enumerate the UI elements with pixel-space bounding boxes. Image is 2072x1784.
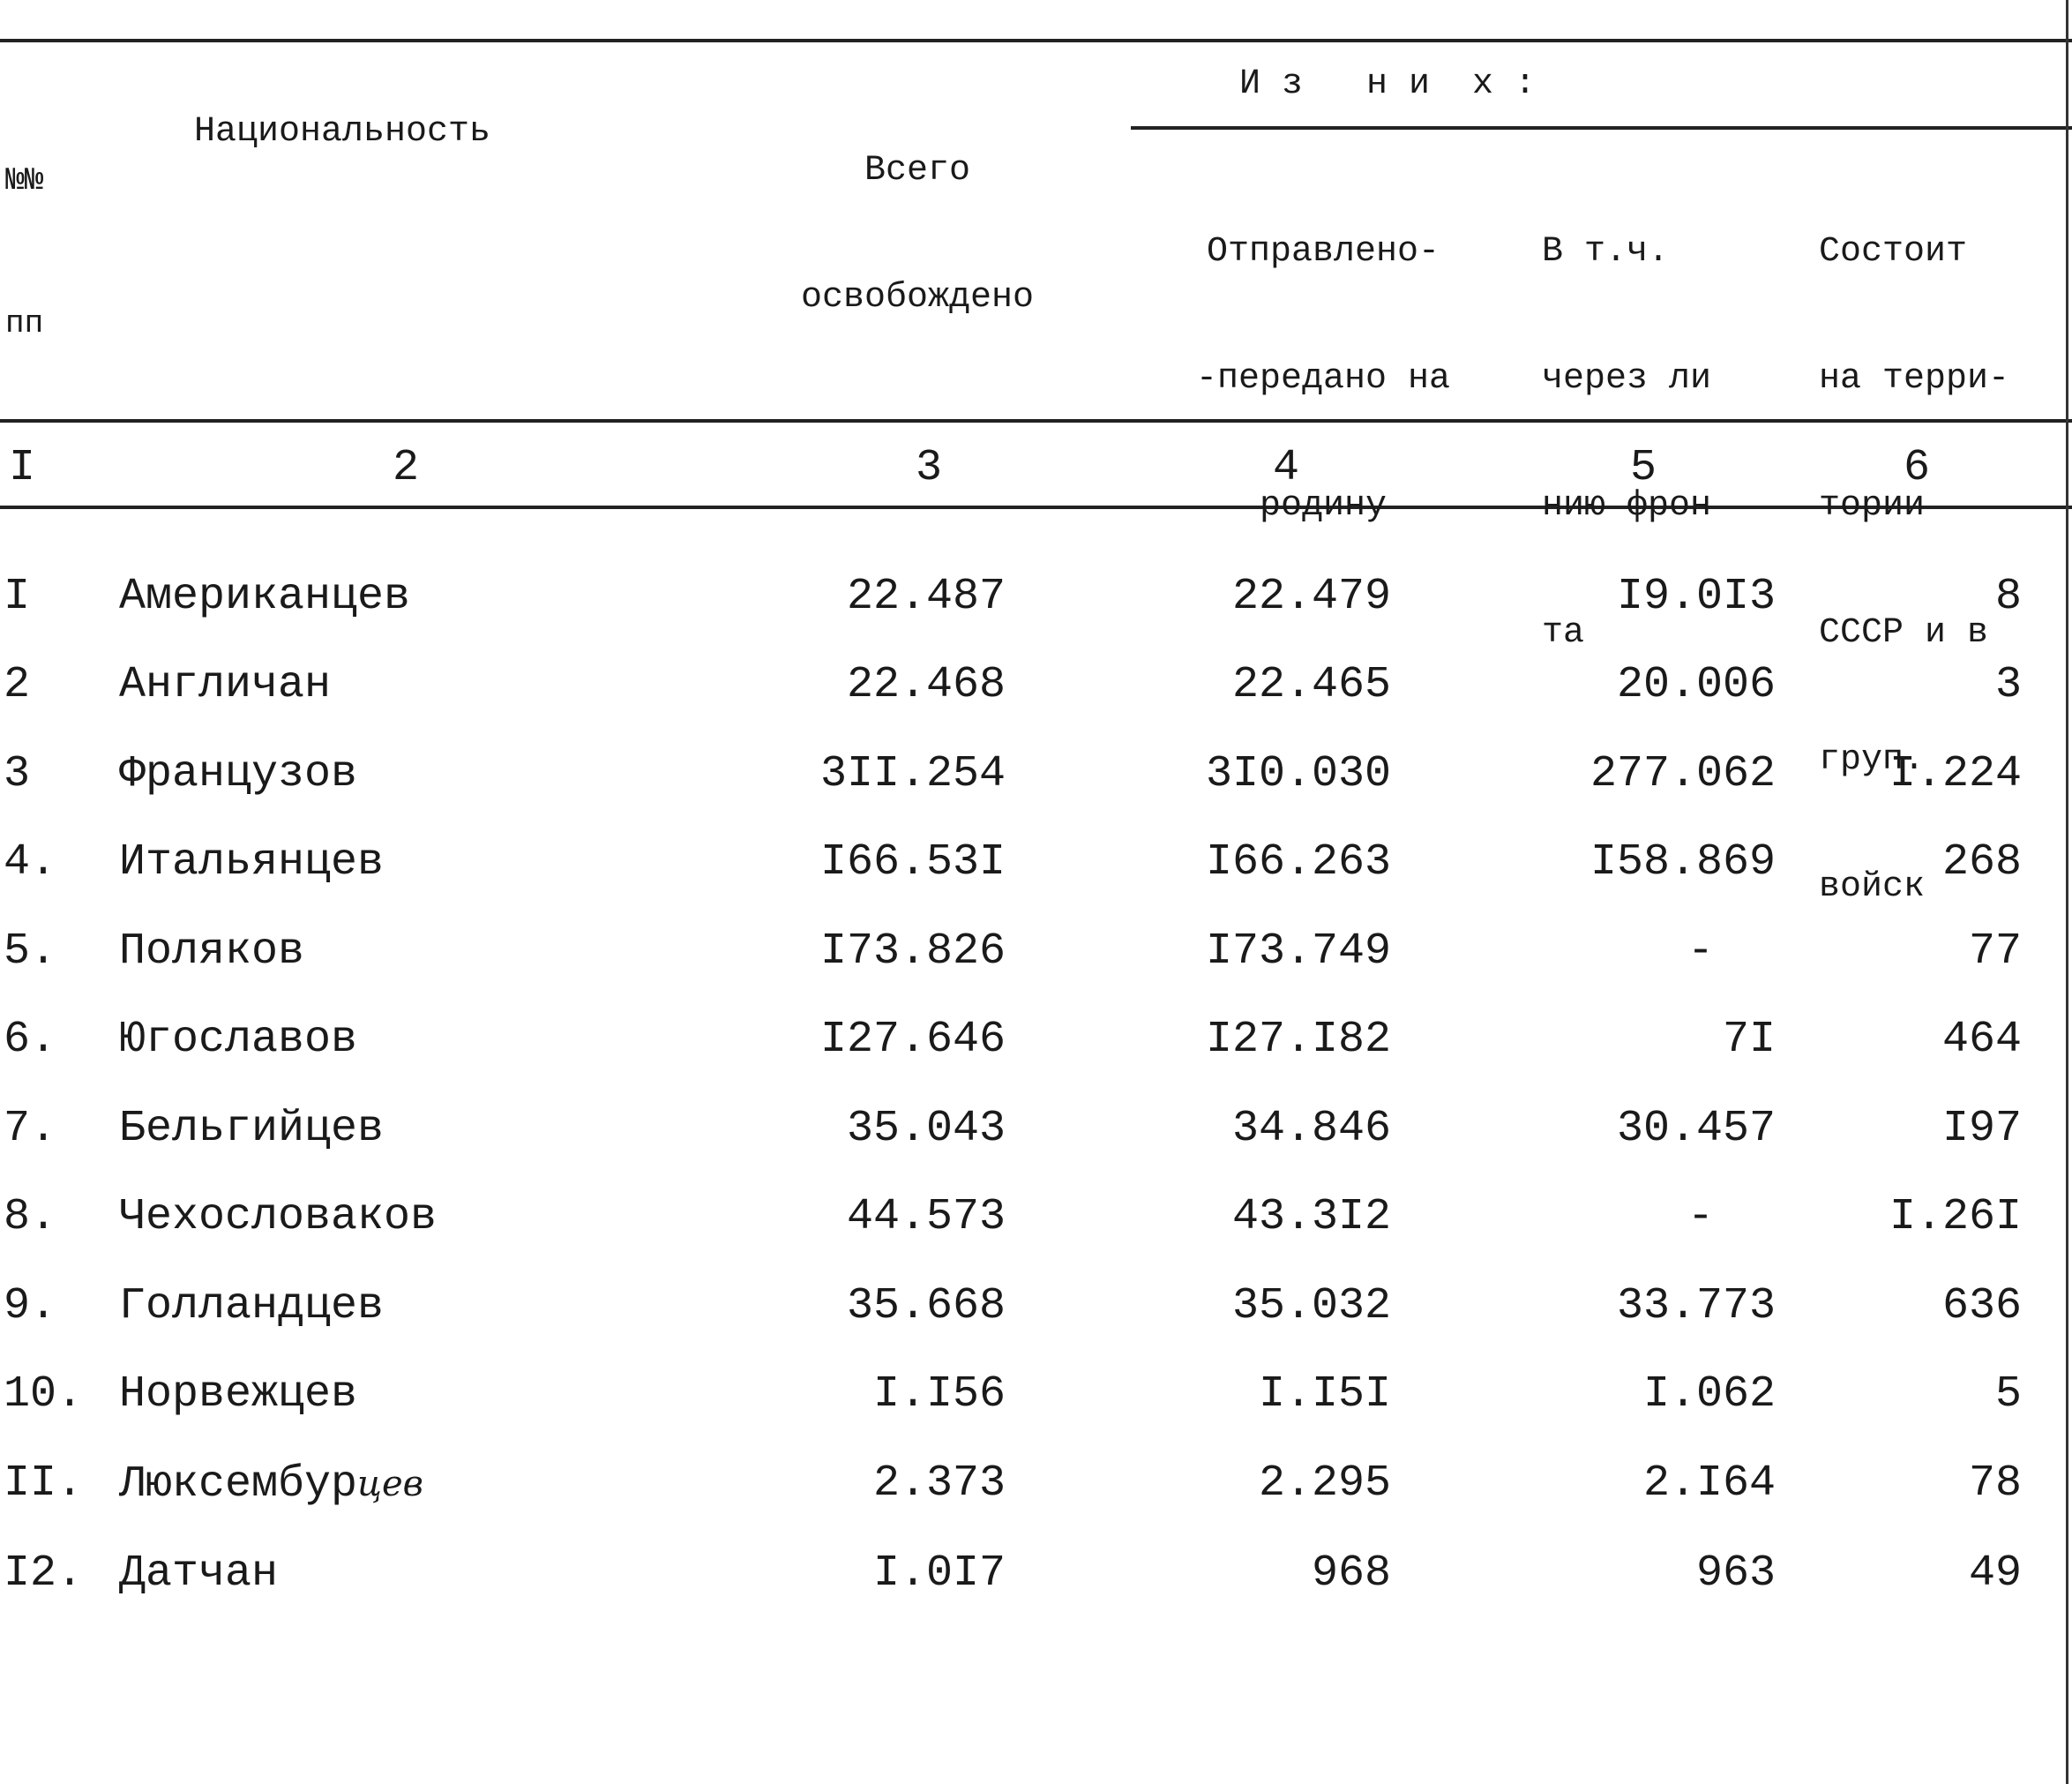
sent-home-cell: 22.465 (1231, 660, 1391, 710)
via-front-line-cell: - (1687, 926, 1714, 977)
total-freed-cell: 35.668 (846, 1281, 1006, 1331)
header-line: нию фрон (1542, 486, 1712, 526)
remaining-ussr-cell: 8 (1994, 572, 2022, 622)
header-line: -передано на (1195, 359, 1451, 399)
header-number (5, 71, 120, 434)
sent-home-cell: 43.3I2 (1231, 1192, 1391, 1242)
remaining-ussr-cell: 77 (1968, 926, 2022, 977)
column-number: 5 (1629, 443, 1657, 493)
remaining-ussr-cell: 3 (1994, 660, 2022, 710)
row-number-cell: 6. (4, 1015, 57, 1065)
remaining-ussr-cell: 464 (1941, 1015, 2022, 1065)
header-line: В т.ч. (1542, 232, 1670, 272)
header-line: тории (1819, 486, 1926, 526)
nationality-cell: Англичан (119, 660, 332, 710)
row-number-cell: I2. (4, 1548, 84, 1599)
nationality-cell: Югославов (119, 1015, 358, 1065)
nationality-cell: Датчан (119, 1548, 279, 1599)
row-number-cell: II. (4, 1458, 84, 1509)
via-front-line-cell: I58.869 (1590, 837, 1776, 888)
group-rule (1131, 126, 2072, 130)
row-number-cell: 2 (4, 660, 31, 710)
via-front-line-cell: - (1687, 1192, 1714, 1242)
row-number-cell: 9. (4, 1281, 57, 1331)
header-line: та (1542, 613, 1585, 653)
total-freed-cell: I66.53I (819, 837, 1006, 888)
header-line: груп. (1819, 740, 1926, 780)
header-line: родину (1259, 486, 1388, 526)
total-freed-cell: 22.468 (846, 660, 1006, 710)
nationality-cell: Норвежцев (119, 1369, 358, 1420)
sent-home-cell: I66.263 (1205, 837, 1391, 888)
via-front-line-cell: 277.062 (1590, 749, 1776, 799)
remaining-ussr-cell: 49 (1968, 1548, 2022, 1599)
remaining-ussr-cell: 78 (1968, 1458, 2022, 1509)
total-freed-cell: 35.043 (846, 1104, 1006, 1154)
total-freed-cell: 3II.254 (819, 749, 1006, 799)
total-freed-cell: 22.487 (846, 572, 1006, 622)
sent-home-cell: 35.032 (1231, 1281, 1391, 1331)
top-rule (0, 39, 2072, 42)
nationality-cell: Бельгийцев (119, 1104, 385, 1154)
nationality-handwritten: цев (357, 1464, 423, 1504)
via-front-line-cell: 30.457 (1616, 1104, 1776, 1154)
row-number-cell: 3 (4, 749, 31, 799)
total-freed-cell: I27.646 (819, 1015, 1006, 1065)
total-freed-cell: 2.373 (872, 1458, 1006, 1509)
total-freed-cell: I73.826 (819, 926, 1006, 977)
sent-home-cell: 3I0.030 (1205, 749, 1391, 799)
sent-home-cell: I27.I82 (1205, 1015, 1391, 1065)
header-line: войск (1819, 867, 1926, 907)
column-number: 2 (392, 443, 419, 493)
header-sent-home (1147, 146, 1500, 612)
right-border (2066, 0, 2068, 1784)
remaining-ussr-cell: I97 (1941, 1104, 2022, 1154)
total-freed-cell: 44.573 (846, 1192, 1006, 1242)
row-number-cell: 4. (4, 837, 57, 888)
row-number-cell: 7. (4, 1104, 57, 1154)
header-line: СССР и в (1819, 613, 1989, 653)
nationality-cell: Чехословаков (119, 1192, 438, 1242)
nationality-typed: Люксембур (119, 1459, 358, 1510)
remaining-ussr-cell: I.26I (1889, 1192, 2022, 1242)
row-number-cell: 8. (4, 1192, 57, 1242)
header-line: освобождено (800, 278, 1035, 318)
header-line: Всего (864, 151, 971, 191)
nationality-cell: Американцев (119, 572, 411, 622)
column-number: 6 (1903, 443, 1930, 493)
column-number: 4 (1272, 443, 1299, 493)
remaining-ussr-cell: 636 (1941, 1281, 2022, 1331)
remaining-ussr-cell: 5 (1994, 1369, 2022, 1420)
sent-home-cell: I.I5I (1258, 1369, 1391, 1420)
total-freed-cell: I.I56 (872, 1369, 1006, 1420)
row-number-cell: I (4, 572, 31, 622)
header-bottom-rule (0, 419, 2072, 423)
remaining-ussr-cell: I.224 (1889, 749, 2022, 799)
row-number-cell: 10. (4, 1369, 84, 1420)
nationality-cell: Французов (119, 749, 358, 799)
via-front-line-cell: I.062 (1642, 1369, 1776, 1420)
total-freed-cell: I.0I7 (872, 1548, 1006, 1599)
sent-home-cell: 968 (1311, 1548, 1391, 1599)
via-front-line-cell: 963 (1695, 1548, 1776, 1599)
header-number-line: №№ (5, 162, 44, 199)
via-front-line-cell: I9.0I3 (1616, 572, 1776, 622)
remaining-ussr-cell: 268 (1941, 837, 2022, 888)
header-number-line: пп (5, 305, 44, 341)
header-nationality: Национальность (194, 112, 491, 152)
nationality-cell: Голландцев (119, 1281, 385, 1331)
column-numbers-rule (0, 506, 2072, 509)
header-line: Состоит (1819, 232, 1968, 272)
nationality-cell: Итальянцев (119, 837, 385, 888)
header-total-freed (759, 65, 1076, 404)
header-of-them: И з н и х : (1239, 64, 1537, 104)
nationality-cell (119, 1457, 423, 1512)
header-line: на терри- (1819, 359, 2010, 399)
via-front-line-cell: 33.773 (1616, 1281, 1776, 1331)
header-line: через ли (1542, 359, 1712, 399)
via-front-line-cell: 2.I64 (1642, 1458, 1776, 1509)
sent-home-cell: 22.479 (1231, 572, 1391, 622)
column-number: 3 (915, 443, 942, 493)
via-front-line-cell: 20.006 (1616, 660, 1776, 710)
sent-home-cell: I73.749 (1205, 926, 1391, 977)
sent-home-cell: 34.846 (1231, 1104, 1391, 1154)
nationality-cell: Поляков (119, 926, 305, 977)
sent-home-cell: 2.295 (1258, 1458, 1391, 1509)
column-number: I (9, 443, 36, 493)
via-front-line-cell: 7I (1722, 1015, 1776, 1065)
row-number-cell: 5. (4, 926, 57, 977)
header-line: Отправлено- (1206, 232, 1440, 272)
